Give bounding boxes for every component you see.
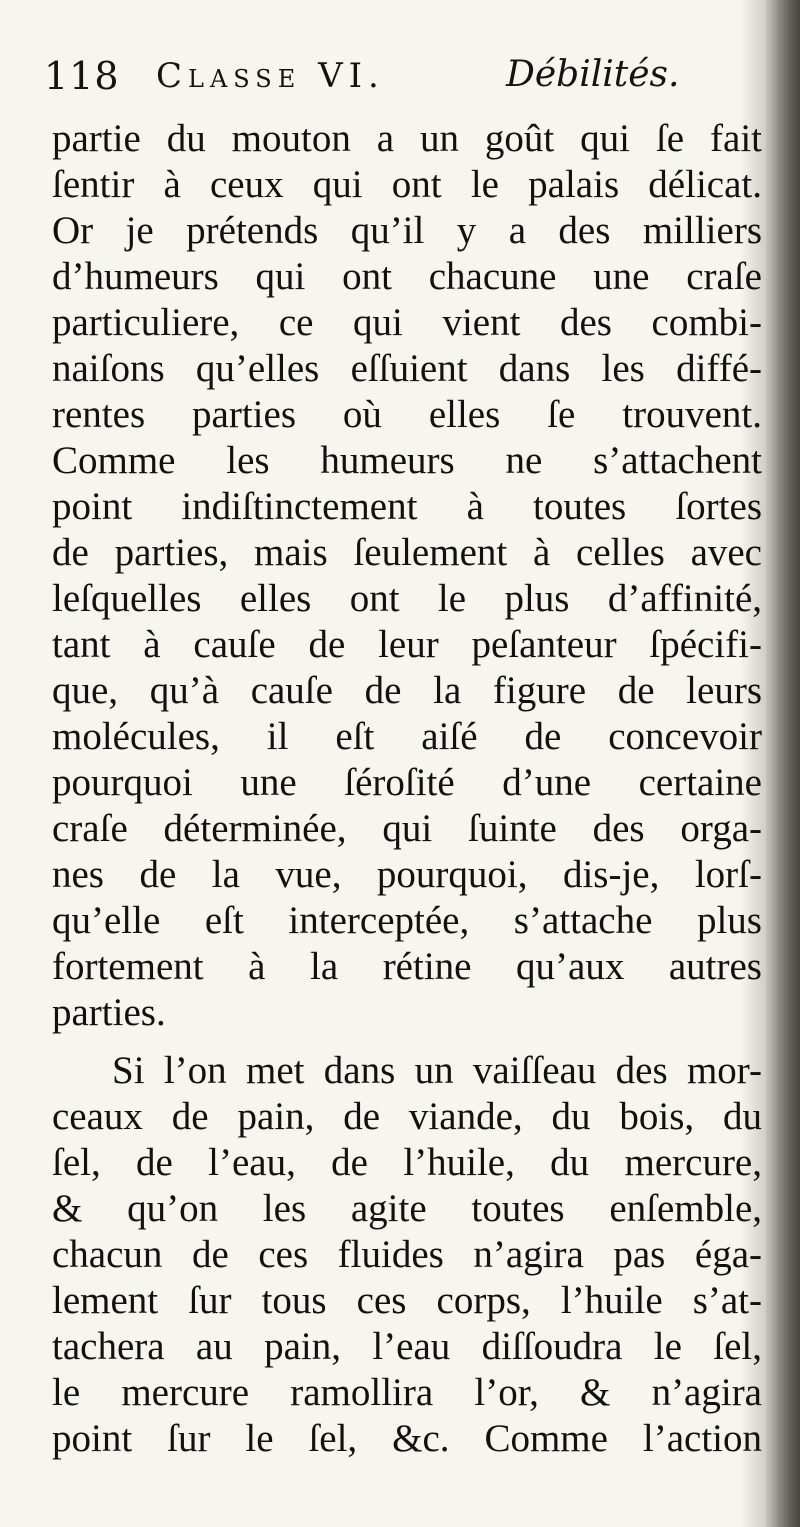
text-line: ſentir à ceux qui ont le palais délicat. xyxy=(52,163,762,206)
text-line: de parties, mais ſeulement à celles avec xyxy=(52,531,762,574)
text-line: chacun de ces fluides n’agira pas éga- xyxy=(52,1233,762,1276)
text-line: que, qu’à cauſe de la figure de leurs xyxy=(52,669,762,712)
text-line: rentes parties où elles ſe trouvent. xyxy=(52,393,762,436)
text-line: lement ſur tous ces corps, l’huile s’at- xyxy=(52,1279,762,1322)
text-line: craſe déterminée, qui ſuinte des orga- xyxy=(52,807,762,850)
text-line: Or je prétends qu’il y a des milliers xyxy=(52,209,762,252)
text-line: fortement à la rétine qu’aux autres xyxy=(52,945,762,988)
text-line: nes de la vue, pourquoi, dis-je, lorſ- xyxy=(52,853,762,896)
running-header xyxy=(44,54,744,106)
text-line: Comme les humeurs ne s’attachent xyxy=(52,439,762,482)
running-subtitle: Débilités. xyxy=(506,54,680,95)
text-line: naiſons qu’elles eſſuient dans les diffé- xyxy=(52,347,762,390)
text-line: ſel, de l’eau, de l’huile, du mercure, xyxy=(52,1141,762,1184)
text-line: Si l’on met dans un vaiſſeau des mor- xyxy=(112,1049,762,1092)
text-line: d’humeurs qui ont chacune une craſe xyxy=(52,255,762,298)
text-line: tachera au pain, l’eau diſſoudra le ſel, xyxy=(52,1325,762,1368)
page-gutter-shadow xyxy=(766,0,800,1527)
text-line: point ſur le ſel, &c. Comme l’action xyxy=(52,1417,762,1460)
text-line: & qu’on les agite toutes enſemble, xyxy=(52,1187,762,1230)
text-line: pourquoi une ſéroſité d’une certaine xyxy=(52,761,762,804)
page-number: 118 xyxy=(44,54,120,98)
text-line: molécules, il eſt aiſé de concevoir xyxy=(52,715,762,758)
text-line: leſquelles elles ont le plus d’affinité, xyxy=(52,577,762,620)
text-line: partie du mouton a un goût qui ſe fait xyxy=(52,117,762,160)
text-line: parties. xyxy=(52,991,166,1034)
running-title: Classe VI. xyxy=(156,56,385,96)
text-line: le mercure ramollira l’or, & n’agira xyxy=(52,1371,762,1414)
text-line: point indiſtinctement à toutes ſortes xyxy=(52,485,762,528)
text-line: qu’elle eſt interceptée, s’attache plus xyxy=(52,899,762,942)
text-line: tant à cauſe de leur peſanteur ſpécifi- xyxy=(52,623,762,666)
text-line: ceaux de pain, de viande, du bois, du xyxy=(52,1095,762,1138)
text-line: particuliere, ce qui vient des combi- xyxy=(52,301,762,344)
